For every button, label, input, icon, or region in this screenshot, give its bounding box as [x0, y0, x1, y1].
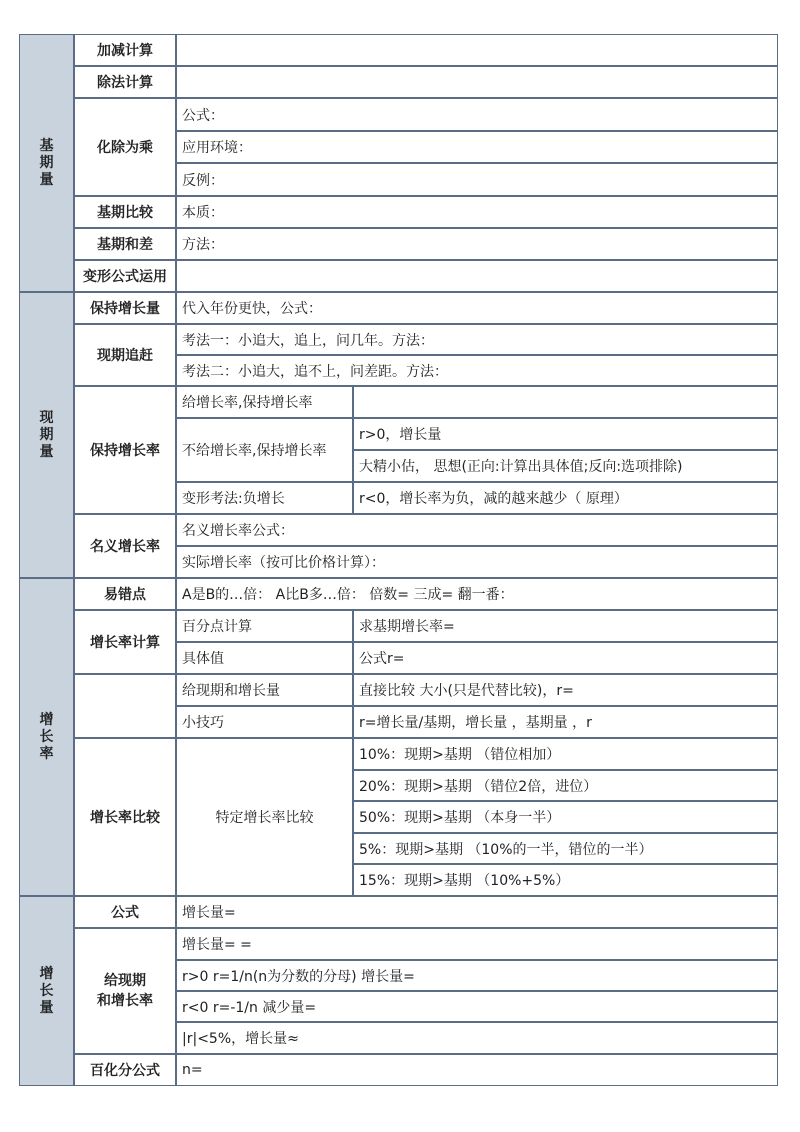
row-label: 增长率计算 [74, 610, 176, 674]
content-cell: 求基期增长率= [353, 610, 778, 642]
row-label: 易错点 [74, 578, 176, 610]
content-cell: A是B的…倍： A比B多…倍： 倍数= 三成= 翻一番： [176, 578, 778, 610]
section-label: 增长量 [39, 965, 54, 1016]
content-cell: 公式r= [353, 642, 778, 674]
row-label: 增长率比较 [74, 738, 176, 896]
content-cell: 20%：现期>基期 （错位2倍，进位） [353, 770, 778, 801]
content-cell [176, 34, 778, 66]
row-label: 保持增长率 [74, 386, 176, 514]
content-cell: 直接比较 大小(只是代替比较)，r= [353, 674, 778, 706]
content-cell: 考法一：小追大，追上，问几年。方法： [176, 324, 778, 355]
content-cell: 本质： [176, 196, 778, 228]
content-cell: r>0，增长量 [353, 418, 778, 450]
section-growth-amount [19, 896, 74, 1086]
content-cell: r<0 r=-1/n 减少量= [176, 991, 778, 1022]
content-cell: r=增长量/基期，增长量 ，基期量 ，r [353, 706, 778, 738]
section-label: 基期量 [39, 137, 54, 188]
content-cell: |r|<5%，增长量≈ [176, 1022, 778, 1054]
row-label: 加减计算 [74, 34, 176, 66]
content-cell: 给现期和增长量 [176, 674, 353, 706]
row-label: 变形公式运用 [74, 260, 176, 292]
content-cell: 具体值 [176, 642, 353, 674]
section-label: 增长率 [39, 711, 54, 762]
content-cell: 公式： [176, 98, 778, 131]
content-cell: 15%：现期>基期 （10%+5%） [353, 864, 778, 896]
content-cell: 不给增长率,保持增长率 [176, 418, 353, 482]
content-cell: 大精小估， 思想(正向:计算出具体值;反向:选项排除) [353, 450, 778, 482]
content-cell: 应用环境： [176, 131, 778, 163]
content-cell: 小技巧 [176, 706, 353, 738]
content-cell: 方法： [176, 228, 778, 260]
content-cell: 百分点计算 [176, 610, 353, 642]
content-cell: 10%：现期>基期 （错位相加） [353, 738, 778, 770]
content-cell: r<0，增长率为负，减的越来越少（ 原理） [353, 482, 778, 514]
row-label: 现期追赶 [74, 324, 176, 386]
row-label: 基期和差 [74, 228, 176, 260]
content-cell: 代入年份更快，公式： [176, 292, 778, 324]
content-cell [176, 260, 778, 292]
content-cell: r>0 r=1/n(n为分数的分母) 增长量= [176, 960, 778, 991]
content-cell [353, 386, 778, 418]
content-cell: 考法二：小追大，追不上，问差距。方法： [176, 355, 778, 386]
content-cell: 变形考法:负增长 [176, 482, 353, 514]
section-base-period [19, 34, 74, 292]
content-cell: 反例： [176, 163, 778, 196]
section-growth-rate [19, 578, 74, 896]
row-label-text: 给现期 和增长率 [97, 973, 153, 1009]
row-label [74, 928, 176, 1054]
content-cell: 5%：现期>基期 （10%的一半，错位的一半） [353, 833, 778, 864]
notes-table [19, 34, 778, 1086]
row-label: 公式 [74, 896, 176, 928]
content-cell: 名义增长率公式： [176, 514, 778, 546]
section-current-period [19, 292, 74, 578]
row-label: 保持增长量 [74, 292, 176, 324]
content-cell: 给增长率,保持增长率 [176, 386, 353, 418]
content-cell: 实际增长率（按可比价格计算）： [176, 546, 778, 578]
row-label-empty [74, 674, 176, 738]
content-cell: n= [176, 1054, 778, 1086]
content-cell [176, 66, 778, 98]
section-label: 现期量 [39, 409, 54, 460]
row-label: 基期比较 [74, 196, 176, 228]
row-label: 除法计算 [74, 66, 176, 98]
content-cell: 增长量= [176, 896, 778, 928]
row-label: 化除为乘 [74, 98, 176, 196]
row-label: 名义增长率 [74, 514, 176, 578]
row-label: 百化分公式 [74, 1054, 176, 1086]
content-cell: 增长量= = [176, 928, 778, 960]
content-cell: 50%：现期>基期 （本身一半） [353, 801, 778, 833]
content-cell: 特定增长率比较 [176, 738, 353, 896]
